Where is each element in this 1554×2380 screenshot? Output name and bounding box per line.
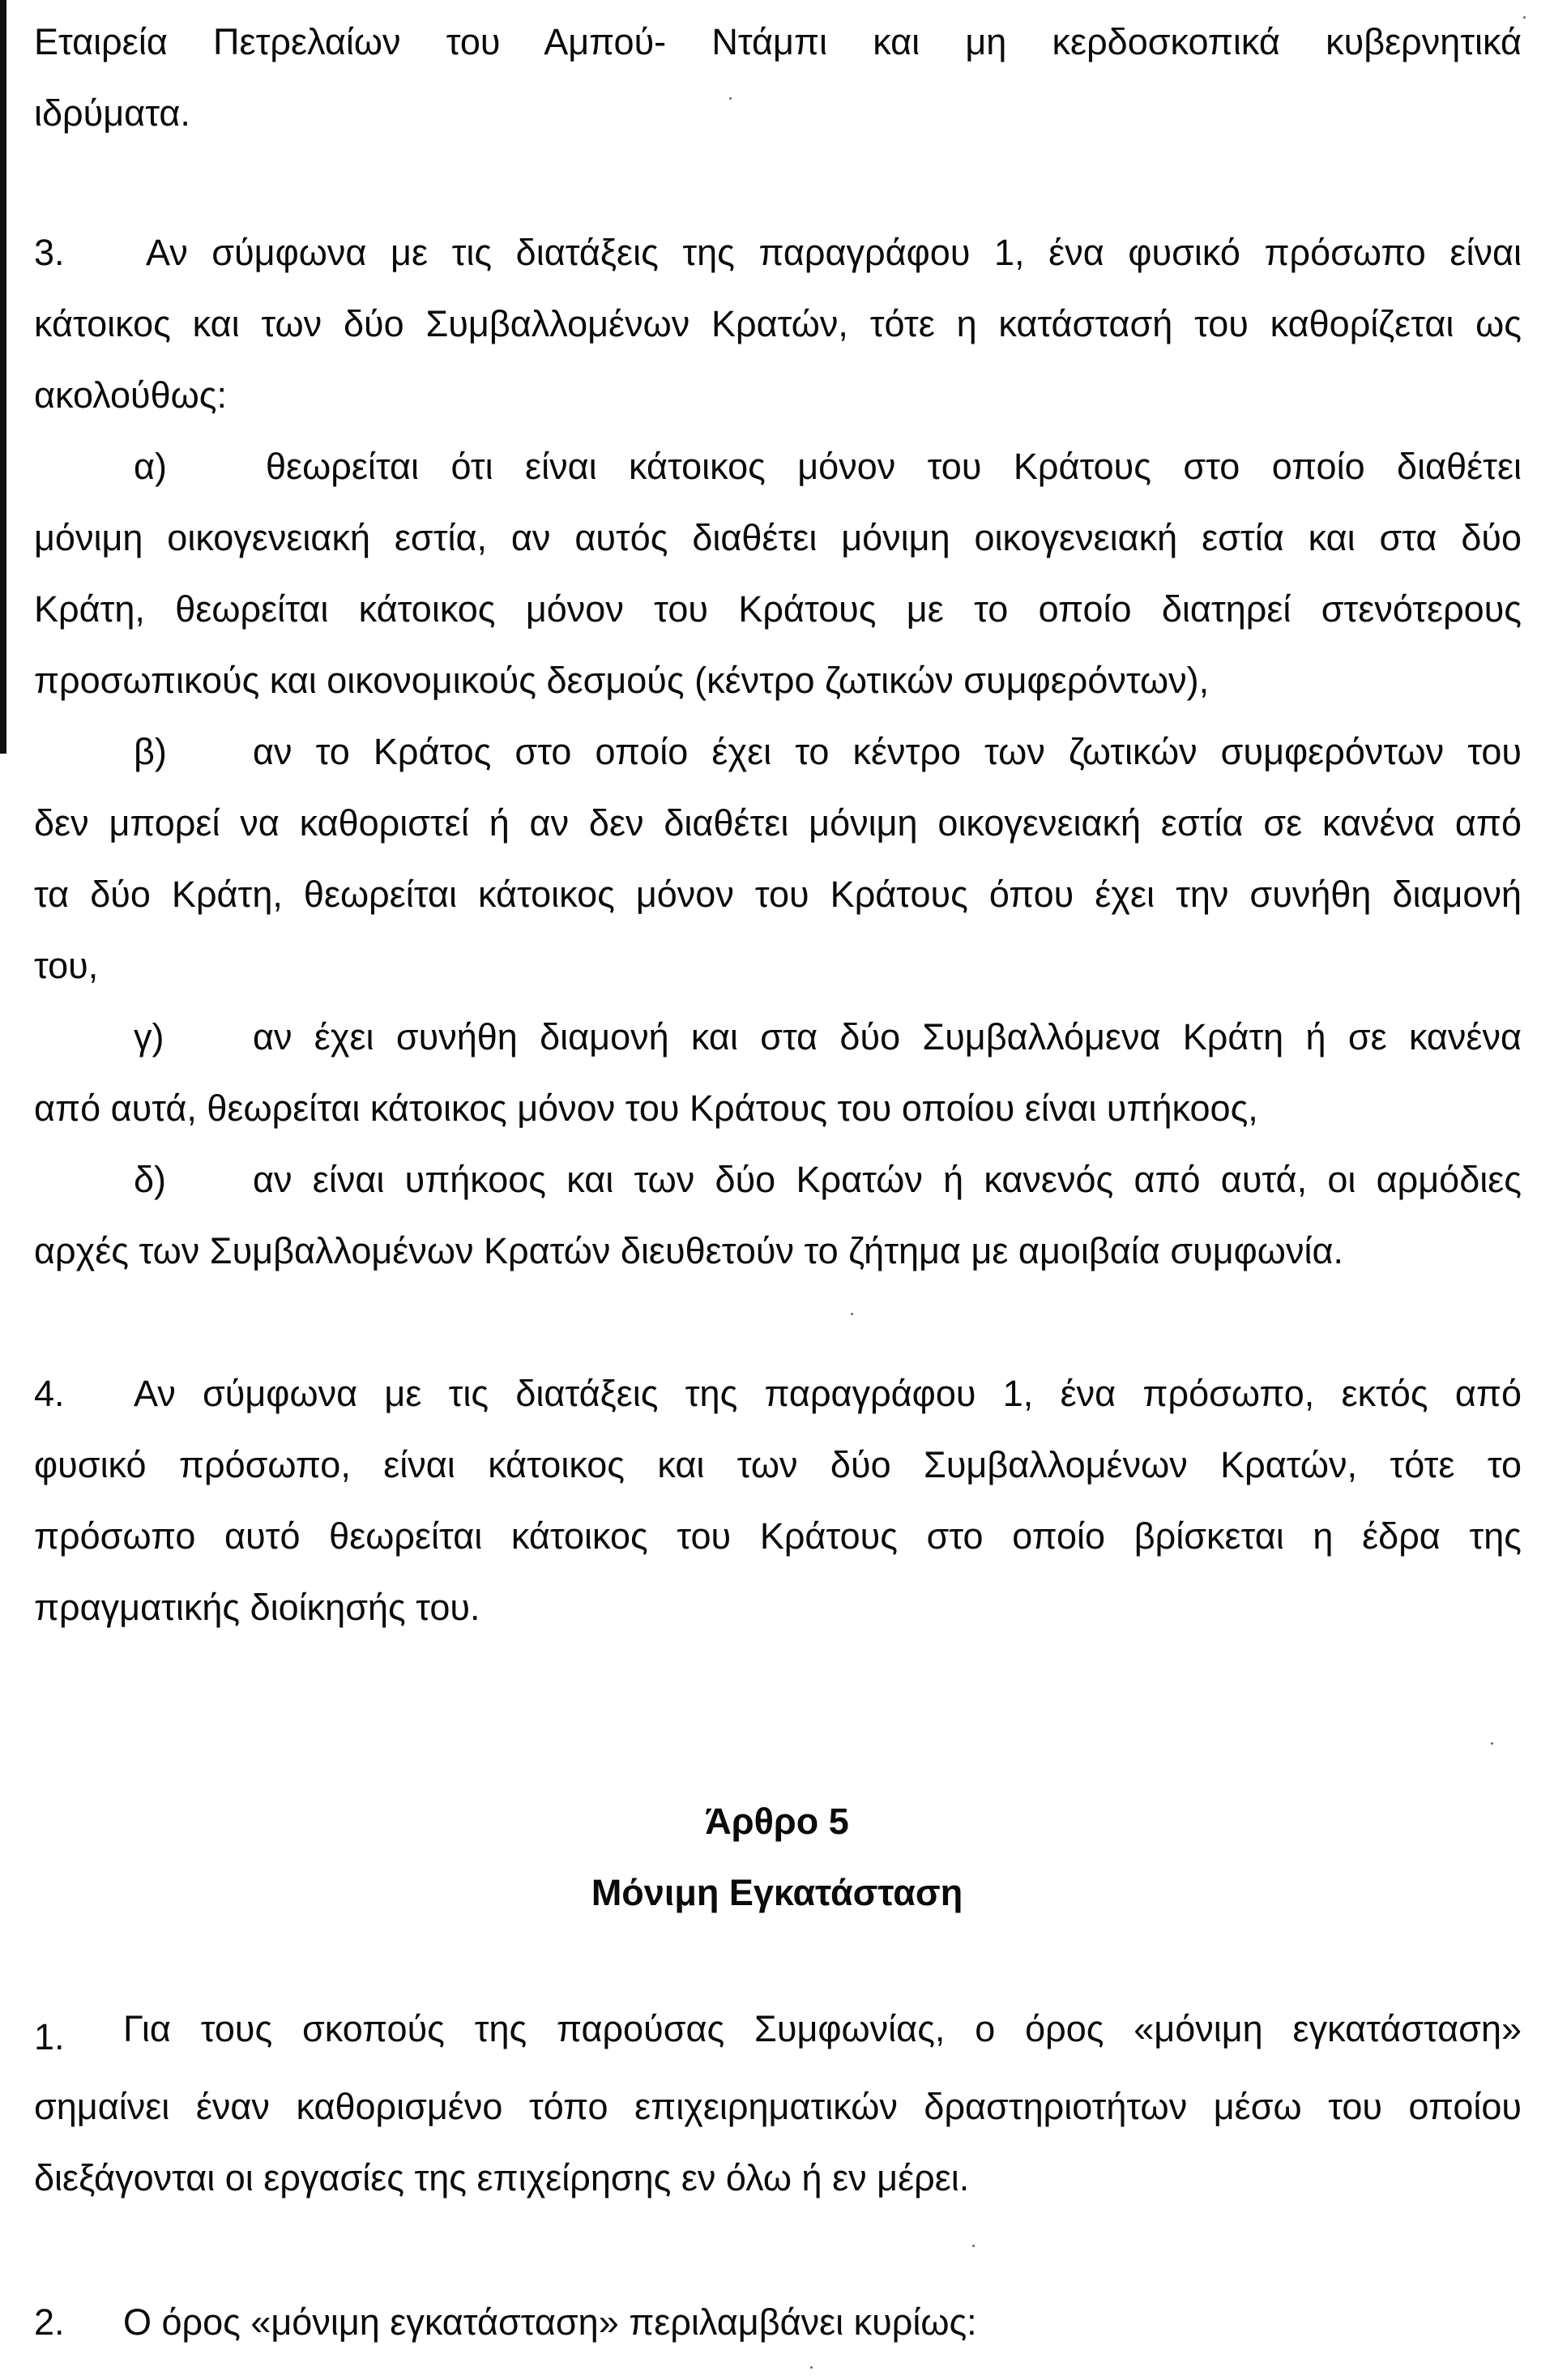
art5-para1-number: 1. — [34, 2016, 65, 2057]
item-d-line-1: αν είναι υπήκοος και των δύο Κρατών ή κανενός από αυτά, οι αρμόδιες — [253, 1159, 1522, 1200]
intro-line-1: Εταιρεία Πετρελαίων του Αμπού- Ντάμπι και μη κερδοσκοπικά κυβερνητικά — [34, 21, 1522, 62]
item-d-label: δ) — [134, 1159, 167, 1200]
para3-line-2: κάτοικος και των δύο Συμβαλλομένων Κρατών, τότε η κατάστασή του καθορίζεται ως — [34, 303, 1522, 344]
scan-speck — [810, 2366, 813, 2369]
item-c-line-1: αν έχει συνήθη διαμονή και στα δύο Συμβαλλόμενα Κράτη ή σε κανένα — [253, 1016, 1522, 1058]
art5-para2-line-1: Ο όρος «μόνιμη εγκατάσταση» περιλαμβάνει κυρίως: — [123, 2301, 977, 2343]
item-a-line-2: μόνιμη οικογενειακή εστία, αν αυτός διαθέτει μόνιμη οικογενειακή εστία και στα δύο — [34, 517, 1522, 558]
item-c-label: γ) — [134, 1016, 164, 1058]
item-b-line-1: αν το Κράτος στο οποίο έχει το κέντρο των ζωτικών συμφερόντων του — [253, 731, 1522, 772]
item-b-label: β) — [134, 731, 167, 772]
para4-number: 4. — [34, 1373, 65, 1414]
art5-para2-number: 2. — [34, 2301, 65, 2343]
scan-speck — [851, 1313, 853, 1315]
item-b-line-4: του, — [34, 945, 99, 986]
para3-line-3: ακολούθως: — [34, 374, 227, 416]
item-b-line-3: τα δύο Κράτη, θεωρείται κάτοικος μόνον του Κράτους όπου έχει την συνήθη διαμονή — [34, 874, 1522, 915]
art5-para1-line-1: Για τους σκοπούς της παρούσας Συμφωνίας, ο όρος «μόνιμη εγκατάσταση» — [123, 2008, 1522, 2049]
scan-speck — [1491, 1742, 1493, 1745]
item-d-line-2: αρχές των Συμβαλλομένων Κρατών διευθετούν το ζήτημα με αμοιβαία συμφωνία. — [34, 1230, 1343, 1271]
scan-left-edge — [0, 0, 6, 754]
para3-number: 3. — [34, 232, 65, 273]
scan-speck — [1523, 16, 1526, 19]
art5-para1-line-2: σημαίνει έναν καθορισμένο τόπο επιχειρηματικών δραστηριοτήτων μέσω του οποίου — [34, 2086, 1522, 2127]
item-a-line-1: θεωρείται ότι είναι κάτοικος μόνον του Κράτους στο οποίο διαθέτει — [266, 446, 1522, 487]
para4-line-1: Αν σύμφωνα με τις διατάξεις της παραγράφου 1, ένα πρόσωπο, εκτός από — [134, 1373, 1522, 1414]
item-a-line-3: Κράτη, θεωρείται κάτοικος μόνον του Κράτους με το οποίο διατηρεί στενότερους — [34, 588, 1522, 630]
intro-line-2: ιδρύματα. — [34, 92, 190, 134]
para4-line-3: πρόσωπο αυτό θεωρείται κάτοικος του Κράτους στο οποίο βρίσκεται η έδρα της — [34, 1515, 1522, 1557]
article-title: Άρθρο 5 — [705, 1801, 849, 1842]
art5-para1-line-3: διεξάγονται οι εργασίες της επιχείρησης εν όλω ή εν μέρει. — [34, 2157, 970, 2198]
para3-line-1: Αν σύμφωνα με τις διατάξεις της παραγράφου 1, ένα φυσικό πρόσωπο είναι — [146, 232, 1522, 273]
scan-speck — [729, 97, 732, 100]
para4-line-4: πραγματικής διοίκησής του. — [34, 1587, 480, 1628]
article-subtitle: Μόνιμη Εγκατάσταση — [591, 1872, 963, 1913]
item-b-line-2: δεν μπορεί να καθοριστεί ή αν δεν διαθέτει μόνιμη οικογενειακή εστία σε κανένα από — [34, 802, 1522, 844]
item-c-line-2: από αυτά, θεωρείται κάτοικος μόνον του Κράτους του οποίου είναι υπήκοος, — [34, 1087, 1258, 1129]
item-a-label: α) — [134, 446, 168, 487]
scan-speck — [972, 2245, 975, 2247]
para4-line-2: φυσικό πρόσωπο, είναι κάτοικος και των δύο Συμβαλλομένων Κρατών, τότε το — [34, 1444, 1522, 1485]
item-a-line-4: προσωπικούς και οικονομικούς δεσμούς (κέντρο ζωτικών συμφερόντων), — [34, 660, 1210, 701]
